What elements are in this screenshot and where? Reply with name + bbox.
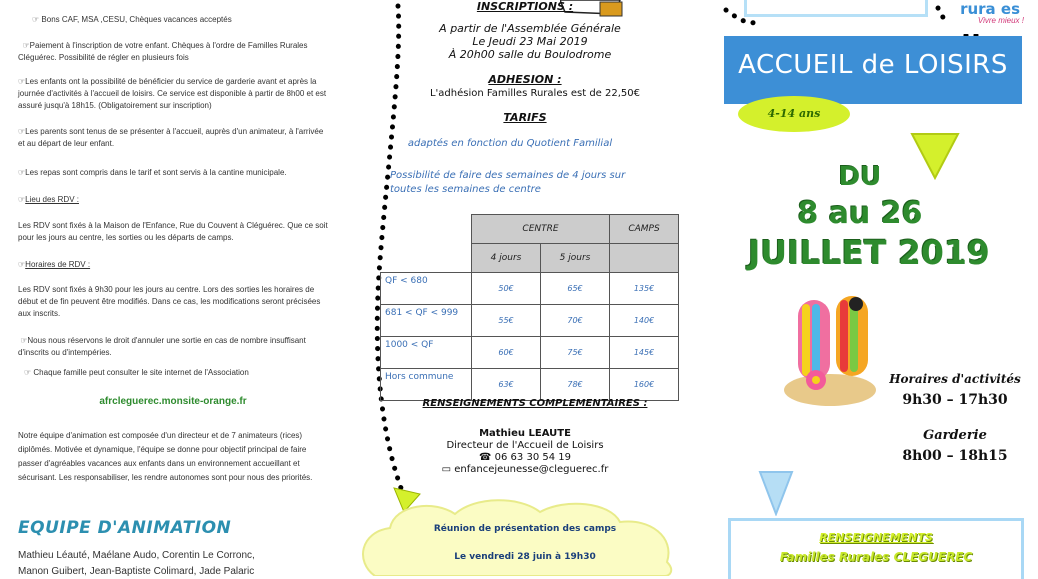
parents-text: ☞Les parents sont tenus de se présenter à l'accueil, auprès d'un animateur, à l'arrivée et au départ de leur enfant. (18, 127, 324, 148)
inscriptions-title: INSCRIPTIONS : (476, 0, 574, 13)
lieu-text: Les RDV sont fixés à la Maison de l'Enfance, Rue du Couvent à Cléguérec. Que ce soit pour les jours au centre, les sorties ou les départs de camps. (18, 221, 328, 242)
renseignements-org: Familles Rurales CLEGUEREC (779, 550, 973, 564)
table-row (381, 337, 679, 369)
contact-role: Directeur de l'Accueil de Loisirs (446, 440, 604, 451)
garderie-text: ☞Les enfants ont la possibilité de bénéficier du service de garderie avant et après la journée d'activités à l'accueil de loisirs. Ce service est disponible à partir de 8h00 et est assuré jusqu'à 18h15. (Obligatoirement sur inscription) (18, 77, 327, 110)
contact-block (405, 428, 645, 476)
flip-flops-image (780, 290, 890, 410)
equipe-title: EQUIPE D'ANIMATION (18, 518, 232, 538)
cell-4j: 55€ (472, 305, 541, 337)
cloud-shape (345, 492, 690, 576)
cell-4j: 50€ (472, 273, 541, 305)
right-column (700, 0, 1038, 576)
contact-phone: ☎ 06 63 30 54 19 (479, 452, 571, 463)
table-row (381, 369, 679, 401)
horaires-text: Les RDV sont fixés à 9h30 pour les jours au centre. Lors des sorties les horaires de début et de fin peuvent être modifiés. Dans ce cas, les modifications seront précisées aux inscrits. (18, 285, 321, 318)
annuler-text: ☞Nous nous réservons le droit d'annuler une sortie en cas de nombre insuffisant d'inscrits ou d'intempéries. (18, 336, 306, 357)
computer-icon: ▭ (441, 464, 452, 475)
horaires-title: Horaires d'activités (889, 372, 1021, 386)
contact-email[interactable]: ▭ enfancejeunesse@cleguerec.fr (441, 464, 609, 475)
row-label: Hors commune (381, 369, 472, 401)
familles-rurales-logo: rura es Vivre mieux ! (946, 0, 1030, 34)
row-label: 1000 < QF (381, 337, 472, 369)
header-5-jours: 5 jours (541, 244, 610, 273)
table-row (381, 273, 679, 305)
lieu-title: ☞Lieu des RDV : (18, 195, 79, 204)
cell-5j: 65€ (541, 273, 610, 305)
cell-4j: 60€ (472, 337, 541, 369)
banner (724, 36, 1022, 104)
adhesion-title: ADHESION : (488, 73, 562, 86)
cell-5j: 75€ (541, 337, 610, 369)
repas-text: ☞Les repas sont compris dans le tarif et sont servis à la cantine municipale. (18, 168, 287, 177)
banner-title: ACCUEIL de LOISIRS (738, 50, 1008, 80)
cell-5j: 70€ (541, 305, 610, 337)
header-centre: CENTRE (472, 215, 610, 244)
names-line-2: Manon Guibert, Jean-Baptiste Colimard, Jade Palaric (18, 566, 255, 577)
equipe-text: Notre équipe d'animation est composée d'un directeur et de 7 animateurs (rices) diplômés. Motivée et dynamique, l'équipe se donne pour objectif principal de faire passer d'agréables vacances aux enfants dans un environnement accueillant et sécurisant. Les responsabiliser, les rendre autonomes sont pour nous des priorités. (18, 431, 313, 482)
garderie-value: 8h00 – 18h15 (902, 448, 1008, 464)
horaires-value: 9h30 – 17h30 (902, 392, 1008, 408)
horaires-title: ☞Horaires de RDV : (18, 260, 91, 269)
row-label: 681 < QF < 999 (381, 305, 472, 337)
adhesion-text: L'adhésion Familles Rurales est de 22,50€ (429, 88, 640, 99)
cell-camps: 160€ (610, 369, 679, 401)
names-line-1: Mathieu Léauté, Maélane Audo, Corentin Le Corronc, (18, 550, 255, 561)
site-link[interactable]: afrcleguerec.monsite-orange.fr (99, 396, 247, 407)
tarifs-qf-text: adaptés en fonction du Quotient Familial (407, 138, 613, 149)
row-label: QF < 680 (381, 273, 472, 305)
tarifs-title: TARIFS (503, 111, 547, 124)
site-intro-text: ☞ Chaque famille peut consulter le site internet de l'Association (24, 368, 249, 377)
renseignements-box (728, 518, 1024, 579)
date-month: JUILLET 2019 (748, 233, 990, 272)
renseignements-title: RENSEIGNEMENTS (819, 531, 933, 544)
garderie-title: Garderie (923, 428, 987, 443)
cell-camps: 135€ (610, 273, 679, 305)
tarifs-table (380, 214, 679, 401)
cell-camps: 145€ (610, 337, 679, 369)
cell-4j: 63€ (472, 369, 541, 401)
down-arrow-icon (758, 470, 794, 516)
date-range: 8 au 26 (797, 196, 923, 231)
header-4-jours: 4 jours (472, 244, 541, 273)
paiement-text: ☞Paiement à l'inscription de votre enfant. Chèques à l'ordre de Familles Rurales Cléguérec. Possibilité de régler en plusieurs fois (18, 41, 308, 62)
age-badge: 4-14 ans (738, 96, 850, 132)
reunion-title: Réunion de présentation des camps (433, 524, 617, 534)
header-camps: CAMPS (610, 215, 679, 244)
cell-5j: 78€ (541, 369, 610, 401)
middle-column (345, 0, 690, 576)
reunion-date: Le vendredi 28 juin à 19h30 (454, 552, 596, 562)
contact-name: Mathieu LEAUTE (479, 428, 571, 439)
cell-camps: 140€ (610, 305, 679, 337)
inscriptions-info: A partir de l'Assemblée Générale Le Jeudi 23 Mai 2019 À 20h00 salle du Boulodrome (439, 22, 621, 61)
table-row (381, 305, 679, 337)
rens-comp-title: RENSEIGNEMENTS COMPLEMENTAIRES : (422, 398, 648, 409)
date-du: DU (838, 162, 882, 192)
tarifs-semaines-text: Possibilité de faire des semaines de 4 jours sur toutes les semaines de centre (390, 170, 626, 195)
phone-icon: ☎ (479, 452, 492, 463)
bons-text: ☞ Bons CAF, MSA ,CESU, Chèques vacances acceptés (32, 15, 232, 24)
top-label-box (744, 0, 928, 17)
